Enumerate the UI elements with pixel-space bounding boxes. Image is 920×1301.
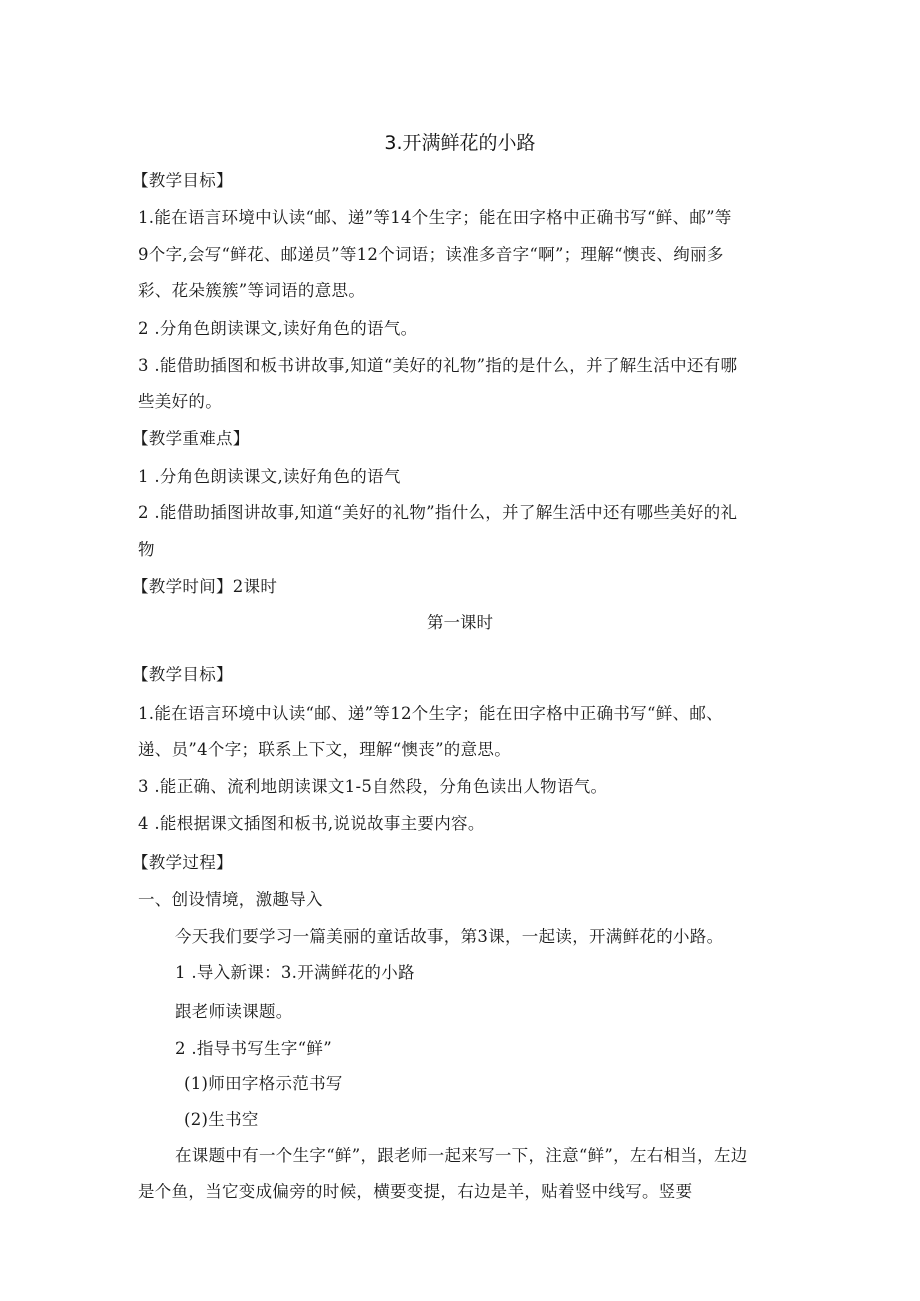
goal-2: 2 .分角色朗读课文,读好角色的语气。: [138, 319, 418, 338]
substep-1: (1)师田字格示范书写: [184, 1074, 343, 1093]
section-heading-lesson-goals: 【教学目标】: [132, 665, 233, 684]
key-point-2-line-1: 2 .能借助插图讲故事,知道“美好的礼物”指什么，并了解生活中还有哪些美好的礼: [138, 503, 738, 522]
teaching-time: 【教学时间】2课时: [132, 577, 278, 596]
lesson-goal-3: 3 .能正确、流利地朗读课文1-5自然段，分角色读出人物语气。: [138, 777, 608, 796]
substep-2: (2)生书空: [184, 1110, 259, 1129]
goal-1-line-3: 彩、花朵簇簇”等词语的意思。: [138, 281, 366, 300]
goal-1-line-1: 1.能在语言环境中认读“邮、递”等14个生字；能在田字格中正确书写“鲜、邮”等: [138, 208, 732, 227]
lesson-goal-1-line-1: 1.能在语言环境中认读“邮、递”等12个生字；能在田字格中正确书写“鲜、邮、: [138, 704, 723, 723]
section-heading-teaching-goals: 【教学目标】: [132, 171, 233, 190]
key-point-1: 1 .分角色朗读课文,读好角色的语气: [138, 467, 401, 486]
writing-guide-line-1: 在课题中有一个生字“鲜”，跟老师一起来写一下，注意“鲜”，左右相当，左边: [175, 1146, 748, 1165]
goal-1-line-2: 9个字,会写“鲜花、邮递员”等12个词语；读准多音字“啊”；理解“懊丧、绚丽多: [138, 245, 724, 264]
writing-guide-line-2: 是个鱼，当它变成偏旁的时候，横要变提，右边是羊，贴着竖中线写。竖要: [138, 1182, 693, 1201]
step-1: 1 .导入新课：3.开满鲜花的小路: [175, 963, 415, 982]
step-1-follow: 跟老师读课题。: [175, 1002, 293, 1021]
part-1-heading: 一、创设情境，激趣导入: [138, 890, 323, 909]
lesson-1-title: 第一课时: [427, 613, 493, 632]
goal-3-line-1: 3 .能借助插图和板书讲故事,知道“美好的礼物”指的是什么，并了解生活中还有哪: [138, 356, 738, 375]
section-heading-teaching-process: 【教学过程】: [132, 853, 233, 872]
document-title: 3.开满鲜花的小路: [384, 132, 536, 154]
goal-3-line-2: 些美好的。: [138, 392, 222, 411]
section-heading-key-points: 【教学重难点】: [132, 429, 250, 448]
lesson-goal-4: 4 .能根据课文插图和板书,说说故事主要内容。: [138, 814, 485, 833]
lesson-goal-1-line-2: 递、员”4个字；联系上下文，理解“懊丧”的意思。: [138, 740, 512, 759]
step-2: 2 .指导书写生字“鲜”: [175, 1039, 332, 1058]
key-point-2-line-2: 物: [138, 540, 155, 559]
intro-paragraph: 今天我们要学习一篇美丽的童话故事，第3课，一起读，开满鲜花的小路。: [175, 927, 724, 946]
